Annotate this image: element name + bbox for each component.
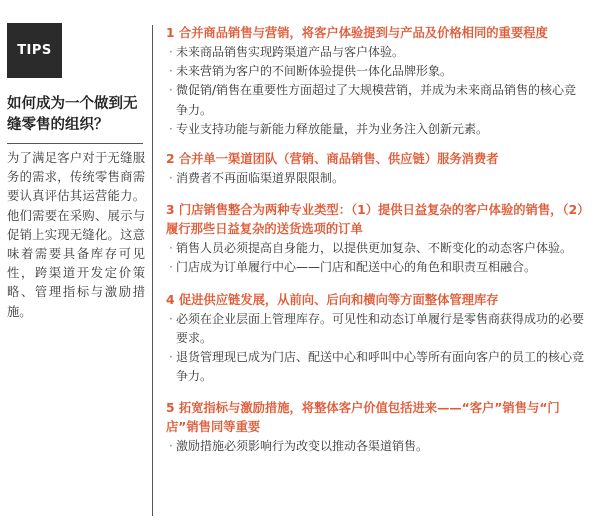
bullet-dot: · xyxy=(169,83,173,98)
list-item xyxy=(166,437,586,456)
list-item-text: 退货管理现已成为门店、配送中心和呼叫中心等所有面向客户的员工的核心竞争力。 xyxy=(176,350,585,384)
list-item-text: 激励措施必须影响行为改变以推动各渠道销售。 xyxy=(176,439,429,454)
section-1 xyxy=(166,24,586,139)
section-title: 3 门店销售整合为两种专业类型：（1）提供日益复杂的客户体验的销售，（2）履行那些日益复杂的送货选项的订单 xyxy=(166,203,584,237)
list-item xyxy=(166,120,586,139)
list-item xyxy=(166,310,586,348)
bullet-dot: · xyxy=(169,45,173,59)
bullet-dot: · xyxy=(169,121,173,136)
list-item-text: 必须在企业层面上管理库存。可见性和动态订单履行是零售商获得成功的必要要求。 xyxy=(176,311,585,345)
list-item xyxy=(166,239,586,258)
bullet-dot: · xyxy=(169,260,173,275)
section-title: 5 拓宽指标与激励措施，将整体客户价值包括进来——“客户”销售与“门店”销售同等重要 xyxy=(166,401,560,435)
section-5 xyxy=(166,399,586,456)
section-title: 4 促进供应链发展，从前向、后向和横向等方面整体管理库存 xyxy=(166,292,499,307)
list-item-text: 门店成为订单履行中心——门店和配送中心的角色和职责互相融合。 xyxy=(176,260,537,275)
section-title: 2 合并单一渠道团队（营销、商品销售、供应链）服务消费者 xyxy=(166,152,499,167)
bullet-dot: · xyxy=(169,350,173,365)
list-item-text: 微促销/销售在重要性方面超过了大规模营销，并成为未来商品销售的核心竞争力。 xyxy=(176,83,577,117)
bullet-dot: · xyxy=(169,171,173,186)
section-3 xyxy=(166,201,586,277)
list-item-text: 销售人员必须提高自身能力，以提供更加复杂、不断变化的动态客户体验。 xyxy=(176,241,573,256)
section-2 xyxy=(166,150,586,188)
list-item-text: 未来营销为客户的不间断体验提供一体化品牌形象。 xyxy=(176,64,453,79)
sidebar-divider xyxy=(7,143,143,144)
bullet-dot: · xyxy=(169,311,173,326)
list-item xyxy=(166,348,586,386)
list-item xyxy=(166,43,586,62)
list-item xyxy=(166,81,586,119)
sections-column xyxy=(166,24,586,457)
list-item-text: 消费者不再面临渠道界限限制。 xyxy=(176,171,345,186)
list-item-text: 专业支持功能与新能力释放能量，并为业务注入创新元素。 xyxy=(176,121,489,136)
list-item xyxy=(166,258,586,277)
column-divider xyxy=(152,25,153,516)
bullet-dot: · xyxy=(169,241,173,256)
list-item xyxy=(166,62,586,81)
sidebar-title: 如何成为一个做到无缝零售的组织？ xyxy=(7,96,138,133)
section-4 xyxy=(166,291,586,387)
bullet-dot: · xyxy=(169,439,173,454)
list-item-text: 未来商品销售实现跨渠道产品与客户体验。 xyxy=(176,45,405,59)
sidebar-intro: 为了满足客户对于无缝服务的需求，传统零售商需要认真评估其运营能力。他们需要在采购、展示与促销上实现无缝化。这意味着需要具备库存可见性，跨渠道开发定价策略、管理指标与激励措施。 xyxy=(7,151,145,319)
list-item xyxy=(166,169,586,188)
tips-badge: TIPS xyxy=(7,23,62,78)
bullet-dot: · xyxy=(169,64,173,79)
section-title: 1 合并商品销售与营销，将客户体验提到与产品及价格相同的重要程度 xyxy=(166,26,548,40)
